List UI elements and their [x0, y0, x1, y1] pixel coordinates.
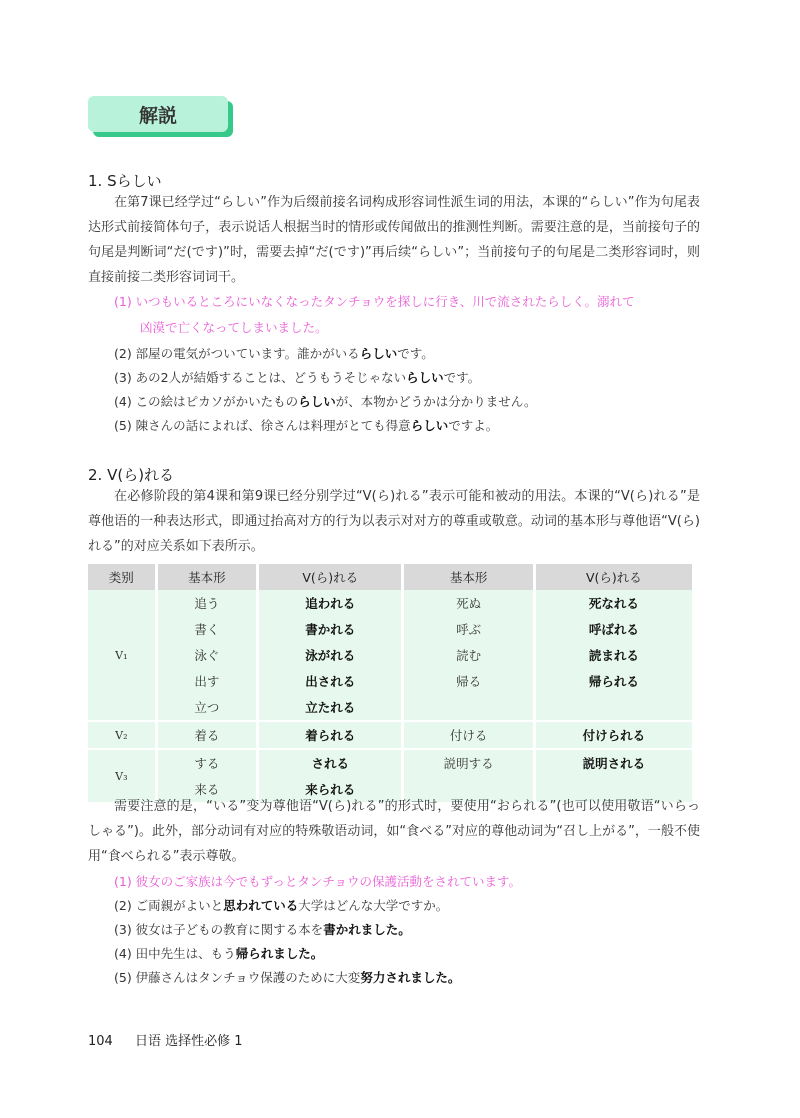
- table-cell: 書かれる: [258, 616, 403, 642]
- table-cell: [534, 694, 692, 721]
- s1-example-4: (4) この絵はピカソがかいたものらしいが、本物かどうかは分かりません。: [114, 394, 537, 409]
- s1-example-3: (3) あの2人が結婚することは、どうもうそじゃないらしいです。: [114, 370, 481, 385]
- table-cell: 泳がれる: [258, 642, 403, 668]
- table-row: [88, 749, 692, 776]
- s2-example-5: (5) 伊藤さんはタンチョウ保護のために大変努力されました。: [114, 970, 461, 985]
- s2-example-2: (2) ご両親がよいと思われている大学はどんな大学ですか。: [114, 898, 449, 913]
- s1-example-2: (2) 部屋の電気がついています。誰かがいるらしいです。: [114, 346, 434, 361]
- table-cell: 死ぬ: [403, 590, 534, 616]
- s1-example-5: (5) 陳さんの話によれば、徐さんは料理がとても得意らしいですよ。: [114, 418, 499, 433]
- section2-paragraph: 在必修阶段的第4课和第9课已经分别学过“V(ら)れる”表示可能和被动的用法。本课的“V(ら)れる”是尊他语的一种表达形式，即通过抬高对方的行为以表示对对方的尊重或敬意。动词的基本形与尊他语“V(ら)れる”的对应关系如下表所示。: [88, 489, 700, 554]
- section1-paragraph: 在第7课已经学过“らしい”作为后缀前接名词构成形容词性派生词的用法，本课的“らしい”作为句尾表达形式前接简体句子，表示说话人根据当时的情形或传闻做出的推测性判断。需要注意的是，当前接句子的句尾是判断词“だ(です)”时，需要去掉“だ(です)”再后续“らしい”；当前接句子的句尾是二类形容词时，则直接前接二类形容词词干。: [88, 195, 700, 285]
- table-cell: 帰られる: [534, 668, 692, 694]
- table-cell: 呼ばれる: [534, 616, 692, 642]
- table-header: 类别: [88, 564, 156, 590]
- s1-example-1-cont: 凶漠で亡くなってしまいました。: [140, 320, 328, 335]
- table-row: [88, 590, 692, 616]
- book-title: 日语 选择性必修 1: [134, 1034, 243, 1049]
- table-cell: する: [156, 749, 258, 776]
- table-cell: 追われる: [258, 590, 403, 616]
- table-cell: 呼ぶ: [403, 616, 534, 642]
- table-header: V(ら)れる: [258, 564, 403, 590]
- category-cell: V₂: [88, 721, 156, 749]
- section2-paragraph-2: 需要注意的是，“いる”变为尊他语“V(ら)れる”的形式时，要使用“おられる”(也可以使用敬语“いらっしゃる”)。此外，部分动词有对应的特殊敬语动词，如“食べる”对应的尊他动词为“召し上がる”，一般不使用“食べられる”表示尊敬。: [88, 799, 700, 864]
- table-cell: 出す: [156, 668, 258, 694]
- s2-example-3: (3) 彼女は子どもの教育に関する本を書かれました。: [114, 922, 411, 937]
- section-heading: 解説: [88, 96, 228, 132]
- category-cell: V₁: [88, 590, 156, 721]
- table-cell: 出される: [258, 668, 403, 694]
- page-footer: [88, 1030, 243, 1049]
- table-cell: 来られる: [258, 776, 403, 802]
- table-cell: [403, 694, 534, 721]
- table-cell: 泳ぐ: [156, 642, 258, 668]
- table-cell: 着られる: [258, 721, 403, 749]
- table-cell: 読む: [403, 642, 534, 668]
- table-cell: 読まれる: [534, 642, 692, 668]
- table-cell: 着る: [156, 721, 258, 749]
- s2-example-4: (4) 田中先生は、もう帰られました。: [114, 946, 324, 961]
- table-row: [88, 668, 692, 694]
- table-header: V(ら)れる: [534, 564, 692, 590]
- table-cell: 付けられる: [534, 721, 692, 749]
- table-cell: 付ける: [403, 721, 534, 749]
- table-header: 基本形: [156, 564, 258, 590]
- table-row: [88, 694, 692, 721]
- table-header: 基本形: [403, 564, 534, 590]
- table-cell: 死なれる: [534, 590, 692, 616]
- table-row: [88, 642, 692, 668]
- table-cell: 書く: [156, 616, 258, 642]
- page-number: 104: [88, 1034, 113, 1049]
- s1-example-1: (1) いつもいるところにいなくなったタンチョウを探しに行き、川で流されたらしく。溺れて: [114, 294, 635, 309]
- table-cell: 立たれる: [258, 694, 403, 721]
- table-cell: 帰る: [403, 668, 534, 694]
- category-cell: V₃: [88, 749, 156, 802]
- section2-title: 2. V(ら)れる: [88, 466, 175, 484]
- table-row: [88, 721, 692, 749]
- table-cell: 説明する: [403, 749, 534, 776]
- conjugation-table: [88, 564, 692, 802]
- table-cell: される: [258, 749, 403, 776]
- table-row: [88, 616, 692, 642]
- table-cell: 立つ: [156, 694, 258, 721]
- table-cell: 来る: [156, 776, 258, 802]
- s2-example-1: (1) 彼女のご家族は今でもずっとタンチョウの保護活動をされています。: [114, 874, 522, 889]
- table-cell: 説明される: [534, 749, 692, 776]
- section1-title: 1. Sらしい: [88, 172, 162, 190]
- table-cell: 追う: [156, 590, 258, 616]
